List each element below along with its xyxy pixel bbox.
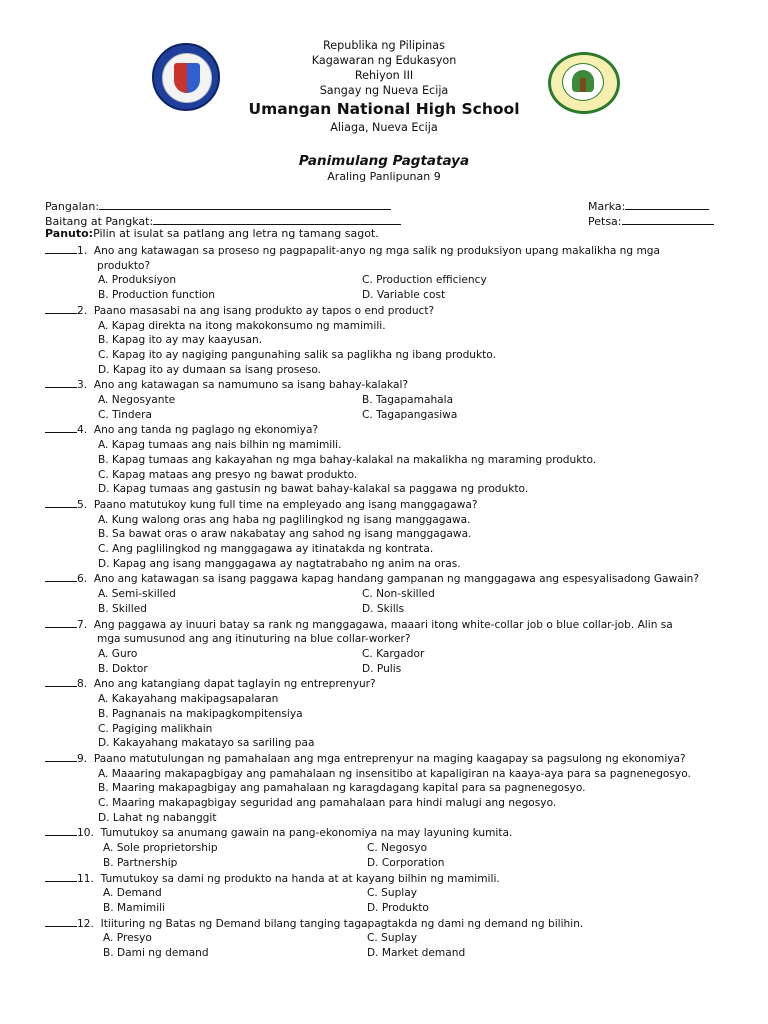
- department-line: Kagawaran ng Edukasyon: [311, 54, 457, 67]
- answer-option: D. Produkto: [367, 901, 429, 914]
- answer-blank[interactable]: [45, 825, 77, 836]
- grade-section-label: Baitang at Pangkat:: [45, 214, 154, 228]
- test-subject: Araling Panlipunan 9: [327, 170, 441, 183]
- answer-blank[interactable]: [45, 676, 77, 687]
- answer-option: C. Tindera: [98, 408, 153, 421]
- question-text: Tumutukoy sa dami ng produkto na handa at at kayang bilhin ng mamimili.: [100, 872, 500, 885]
- question-line: [45, 497, 725, 513]
- question-item: [45, 303, 725, 378]
- question-item: [45, 751, 725, 826]
- answer-option: D. Lahat ng nabanggit: [98, 811, 217, 824]
- question-item: [45, 497, 725, 572]
- question-item: [45, 571, 725, 616]
- question-number: 7.: [77, 618, 88, 631]
- answer-option: C. Suplay: [367, 887, 417, 900]
- question-line: [45, 916, 725, 932]
- answer-blank[interactable]: [45, 916, 77, 927]
- answer-option: B. Pagnanais na makipagkompitensiya: [98, 707, 303, 720]
- answer-blank[interactable]: [45, 497, 77, 508]
- question-text: Paano masasabi na ang isang produkto ay tapos o end product?: [93, 304, 435, 317]
- answer-option: C. Maaring makapagbigay seguridad ang pamahalaan para hindi malugi ang negosyo.: [98, 797, 557, 810]
- answer-option: B. Skilled: [98, 602, 147, 615]
- answer-options: [45, 841, 725, 870]
- question-item: [45, 422, 725, 497]
- answer-options: [45, 393, 725, 422]
- answer-blank[interactable]: [45, 617, 77, 628]
- question-number: 10.: [77, 827, 94, 840]
- date-label: Petsa:: [588, 214, 622, 228]
- answer-option: D. Pulis: [362, 662, 402, 675]
- answer-option: C. Kapag mataas ang presyo ng bawat produkto.: [98, 468, 358, 481]
- question-line: [45, 825, 725, 841]
- question-list: [45, 243, 725, 961]
- question-text: Ano ang katangiang dapat taglayin ng entreprenyur?: [93, 678, 376, 691]
- answer-options: [45, 767, 725, 826]
- question-item: [45, 825, 725, 870]
- question-text: Ano ang katawagan sa isang paggawa kapag handang gampanan ng manggagawa ang espesyalisadong Gawain?: [93, 573, 699, 586]
- answer-options: [45, 886, 725, 915]
- answer-option: D. Market demand: [367, 947, 466, 960]
- answer-option: B. Mamimili: [103, 901, 166, 914]
- answer-option: D. Corporation: [367, 856, 445, 869]
- answer-option: A. Semi-skilled: [98, 588, 176, 601]
- answer-option: B. Tagapamahala: [362, 394, 454, 407]
- answer-option: A. Demand: [103, 887, 162, 900]
- answer-option: A. Kapag direkta na itong makokonsumo ng mamimili.: [98, 319, 386, 332]
- republic-line: Republika ng Pilipinas: [323, 39, 445, 52]
- question-item: [45, 916, 725, 961]
- answer-blank[interactable]: [45, 243, 77, 254]
- date-blank[interactable]: [622, 213, 714, 225]
- grade-section-blank[interactable]: [153, 213, 401, 225]
- answer-options: [45, 273, 725, 302]
- question-item: [45, 676, 725, 751]
- document-header: [0, 38, 768, 135]
- question-number: 5.: [77, 498, 88, 511]
- answer-blank[interactable]: [45, 303, 77, 314]
- question-item: [45, 377, 725, 422]
- answer-option: B. Maaring makapagbigay ang pamahalaan ng karagdagang kapital para sa pagnenegosyo.: [98, 782, 586, 795]
- question-text: Paano matutulungan ng pamahalaan ang mga entreprenyur na maging kaagapay sa pagsulong ng ekonomiya?: [93, 752, 686, 765]
- answer-option: A. Maaaring makapagbigay ang pamahalaan ng insensitibo at kapaligiran na kaaya-aya para sa pagnenegosyo.: [98, 767, 691, 780]
- answer-option: B. Doktor: [98, 662, 148, 675]
- question-number: 6.: [77, 573, 88, 586]
- question-number: 1.: [77, 245, 88, 257]
- question-number: 3.: [77, 379, 88, 392]
- answer-option: D. Kakayahang makatayo sa sariling paa: [98, 737, 315, 750]
- answer-option: A. Kakayahang makipagsapalaran: [98, 693, 279, 706]
- answer-options: [45, 319, 725, 378]
- answer-option: A. Presyo: [103, 932, 152, 945]
- answer-option: C. Production efficiency: [362, 274, 487, 287]
- instructions: [45, 227, 725, 242]
- answer-option: D. Kapag ang isang manggagawa ay nagtatrabaho ng anim na oras.: [98, 557, 461, 570]
- test-title: Panimulang Pagtataya: [298, 153, 470, 169]
- answer-option: C. Ang paglilingkod ng manggagawa ay itinatakda ng kontrata.: [98, 543, 434, 556]
- question-line: [45, 571, 725, 587]
- answer-option: A. Guro: [98, 647, 138, 660]
- question-text-continued: mga sumusunod ang ang itinuturing na blue collar-worker?: [97, 633, 411, 646]
- answer-blank[interactable]: [45, 751, 77, 762]
- answer-option: B. Kapag tumaas ang kakayahan ng mga bahay-kalakal na makalikha ng maraming produkto.: [98, 453, 597, 466]
- name-label: Pangalan:: [45, 200, 100, 213]
- question-number: 8.: [77, 678, 88, 691]
- question-line: [45, 303, 725, 319]
- question-number: 4.: [77, 424, 88, 437]
- answer-option: A. Negosyante: [98, 394, 176, 407]
- student-info-fields: [45, 198, 725, 242]
- answer-option: B. Kapag ito ay may kaayusan.: [98, 334, 263, 347]
- question-text: Ano ang katawagan sa proseso ng pagpapalit-anyo ng mga salik ng produksiyon upang makalikha ng mga: [93, 245, 661, 257]
- question-line: [45, 243, 725, 259]
- name-blank[interactable]: [99, 198, 391, 210]
- answer-option: C. Suplay: [367, 932, 417, 945]
- instructions-text: Pilin at isulat sa patlang ang letra ng tamang sagot.: [93, 227, 379, 240]
- answer-options: [45, 647, 725, 676]
- question-text-continued: produkto?: [97, 259, 151, 272]
- question-text: Tumutukoy sa anumang gawain na pang-ekonomiya na may layuning kumita.: [100, 827, 513, 840]
- answer-option: C. Pagiging malikhain: [98, 722, 213, 735]
- answer-options: [45, 931, 725, 960]
- question-item: [45, 617, 725, 677]
- answer-blank[interactable]: [45, 377, 77, 388]
- answer-option: D. Variable cost: [362, 289, 446, 302]
- question-line: [45, 617, 725, 633]
- question-number: 9.: [77, 752, 88, 765]
- question-line: [45, 751, 725, 767]
- question-item: [45, 243, 725, 303]
- answer-option: C. Kargador: [362, 647, 425, 660]
- answer-blank[interactable]: [45, 571, 77, 582]
- answer-options: [45, 587, 725, 616]
- answer-option: C. Kapag ito ay nagiging pangunahing salik sa paglikha ng ibang produkto.: [98, 348, 496, 361]
- answer-option: B. Sa bawat oras o araw nakabatay ang sahod ng isang manggagawa.: [98, 528, 472, 541]
- question-text: Itiituring ng Batas ng Demand bilang tanging tagapagtakda ng dami ng demand ng bilihin.: [100, 917, 584, 930]
- answer-blank[interactable]: [45, 422, 77, 433]
- instructions-label: Panuto:: [45, 227, 94, 240]
- answer-option: D. Skills: [362, 602, 405, 615]
- answer-options: [45, 438, 725, 497]
- answer-option: C. Negosyo: [367, 842, 428, 855]
- test-title-block: [0, 152, 768, 184]
- answer-option: C. Non-skilled: [362, 588, 435, 601]
- question-text: Ano ang tanda ng paglago ng ekonomiya?: [93, 424, 319, 437]
- question-number: 12.: [77, 917, 94, 930]
- answer-option: A. Kapag tumaas ang nais bilhin ng mamimili.: [98, 439, 342, 452]
- answer-option: D. Kapag tumaas ang gastusin ng bawat bahay-kalakal sa paggawa ng produkto.: [98, 483, 529, 496]
- answer-option: A. Sole proprietorship: [103, 842, 218, 855]
- question-text: Ang paggawa ay inuuri batay sa rank ng manggagawa, maaari itong white-collar job o blue collar-job. Alin sa: [93, 618, 673, 631]
- answer-option: B. Production function: [98, 289, 216, 302]
- answer-option: A. Kung walong oras ang haba ng paglilingkod ng isang manggagawa.: [98, 513, 471, 526]
- question-text: Paano matutukoy kung full time na empleyado ang isang manggagawa?: [93, 498, 478, 511]
- school-name: Umangan National High School: [248, 100, 520, 118]
- question-line: [45, 422, 725, 438]
- question-item: [45, 871, 725, 916]
- answer-option: B. Dami ng demand: [103, 947, 209, 960]
- question-line: [45, 871, 725, 887]
- answer-options: [45, 513, 725, 572]
- answer-blank[interactable]: [45, 871, 77, 882]
- question-line: [45, 676, 725, 692]
- answer-option: C. Tagapangasiwa: [362, 408, 458, 421]
- answer-option: B. Partnership: [103, 856, 178, 869]
- school-address: Aliaga, Nueva Ecija: [330, 121, 438, 134]
- question-number: 11.: [77, 872, 94, 885]
- score-blank[interactable]: [625, 198, 709, 210]
- region-line: Rehiyon III: [354, 69, 414, 82]
- answer-option: D. Kapag ito ay dumaan sa isang proseso.: [98, 363, 322, 376]
- question-line: [45, 377, 725, 393]
- question-number: 2.: [77, 304, 88, 317]
- score-label: Marka:: [588, 200, 626, 213]
- division-line: Sangay ng Nueva Ecija: [319, 84, 449, 97]
- answer-options: [45, 692, 725, 751]
- question-text: Ano ang katawagan sa namumuno sa isang bahay-kalakal?: [93, 379, 409, 392]
- answer-option: A. Produksiyon: [98, 274, 177, 287]
